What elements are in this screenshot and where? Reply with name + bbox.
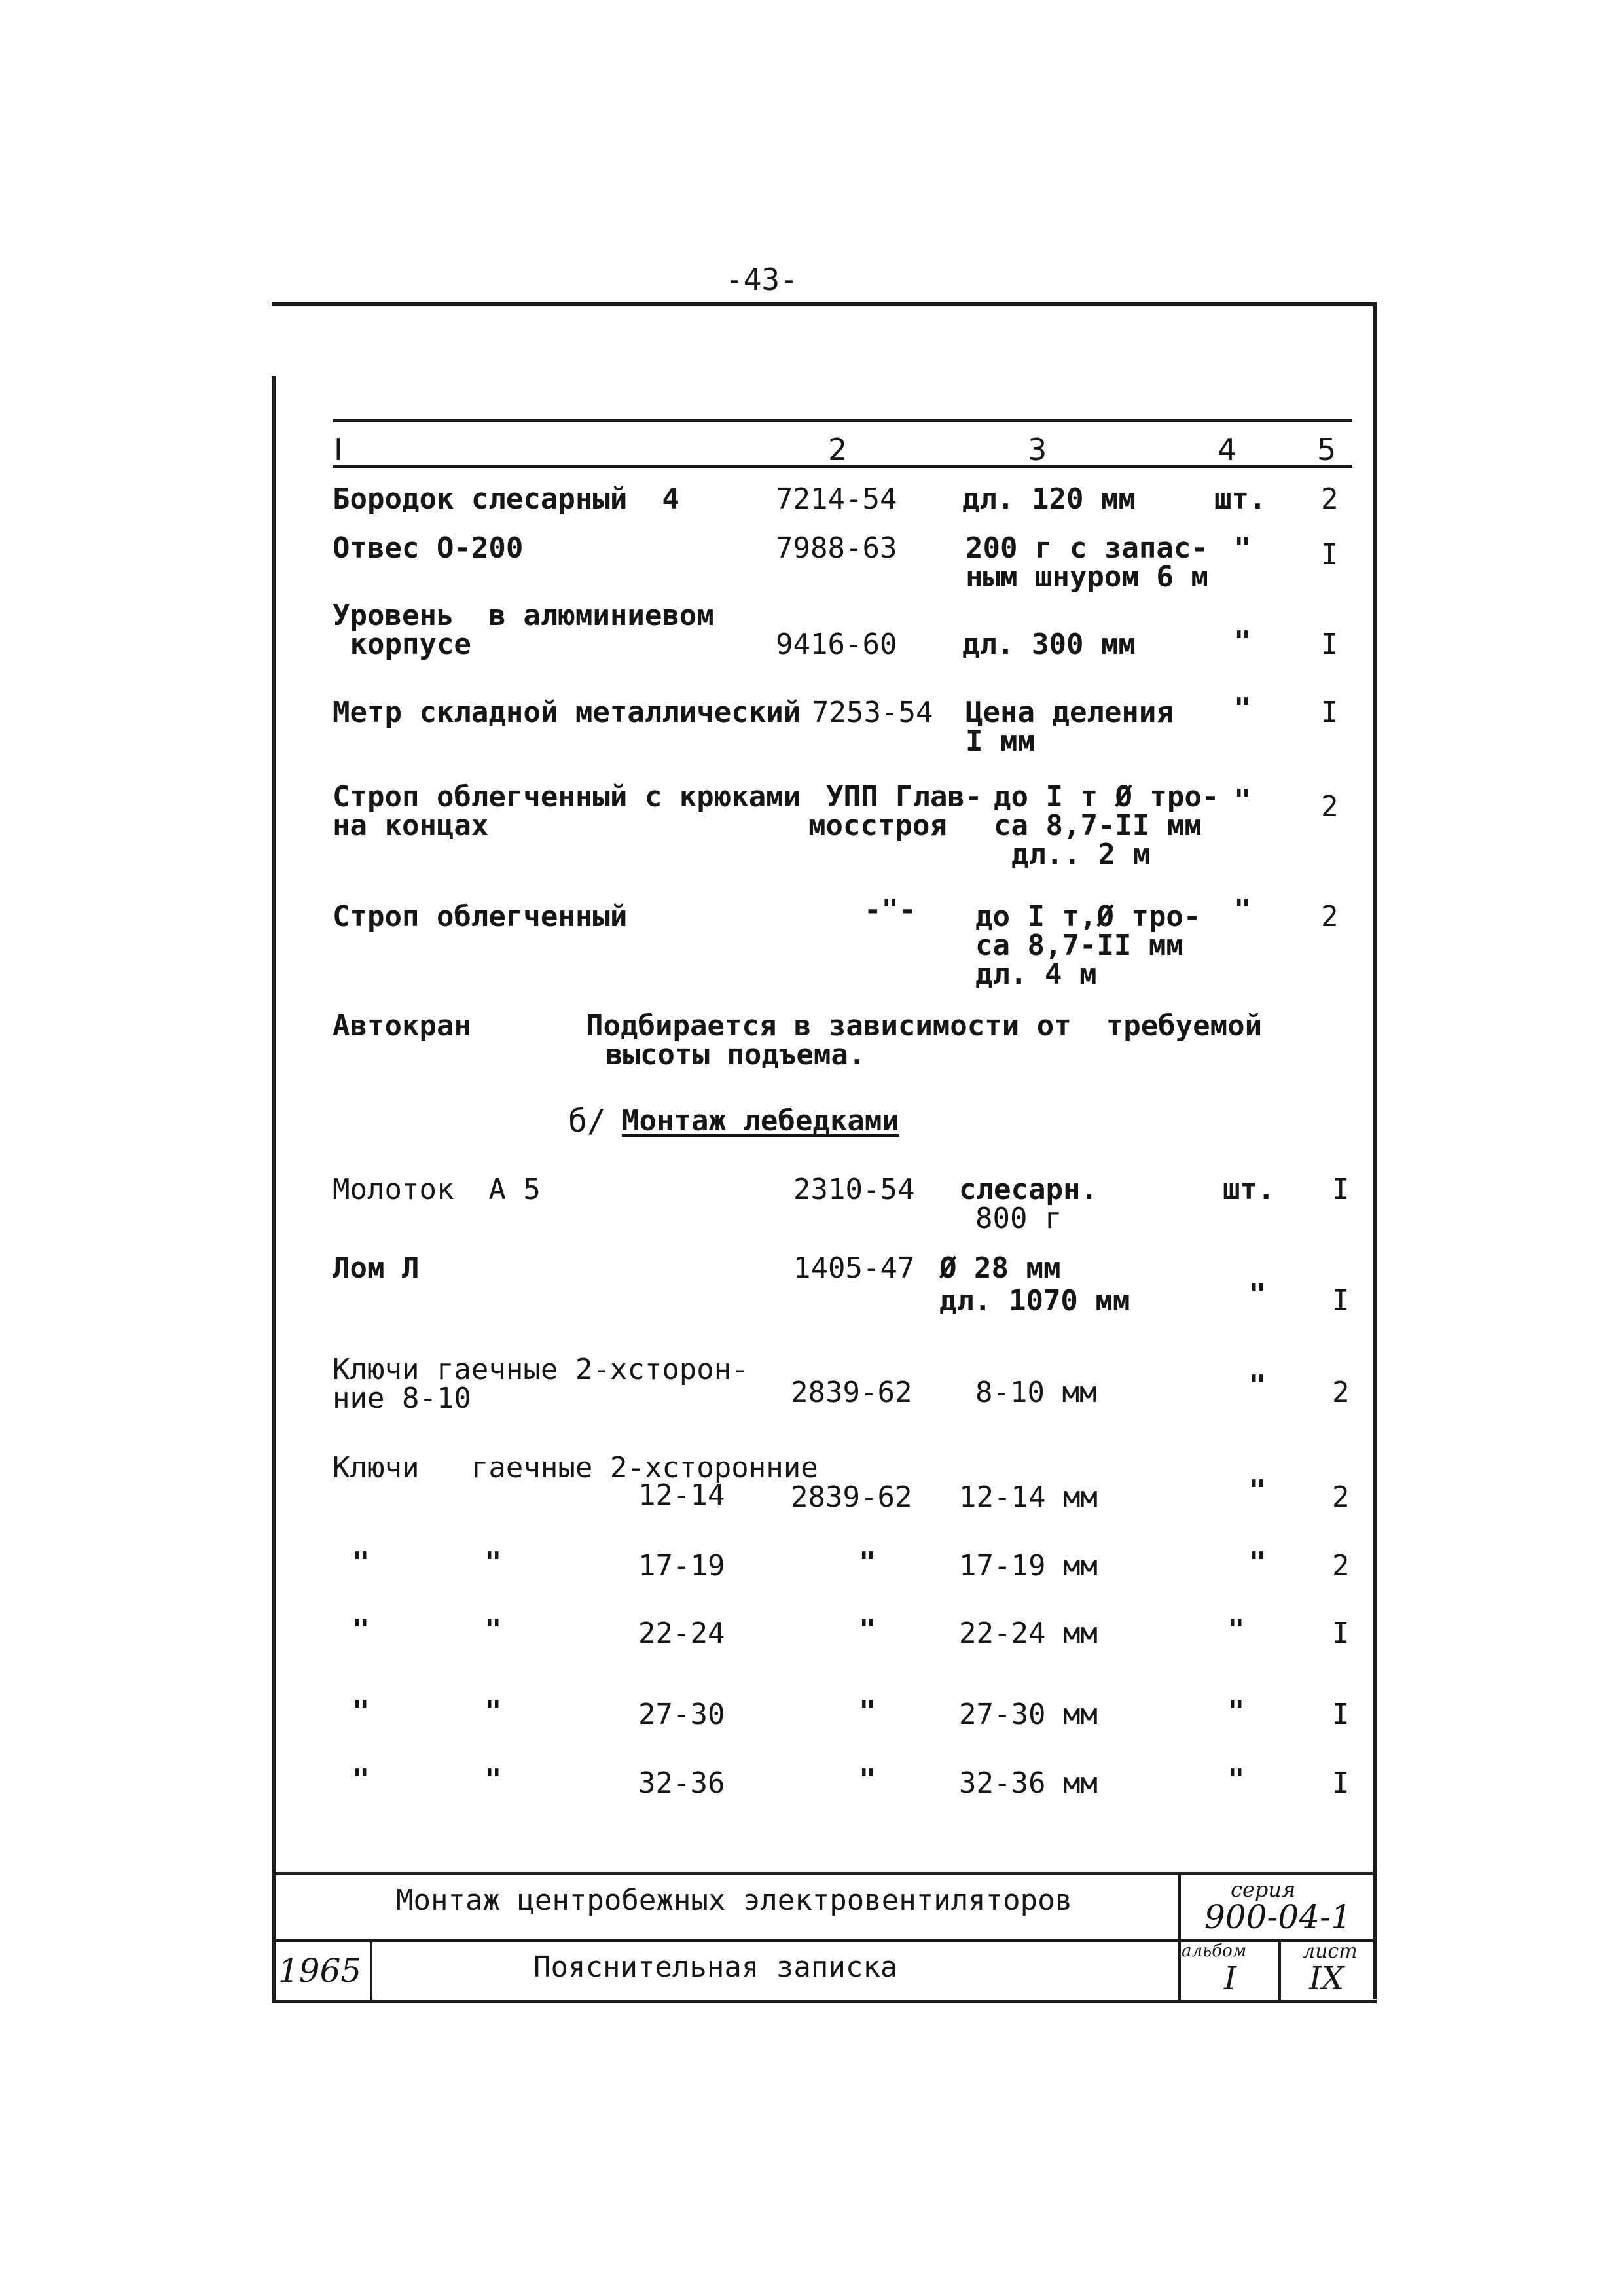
section-title: Монтаж лебедками bbox=[622, 1104, 899, 1138]
row-5-desc-line2: са 8,7-II мм bbox=[994, 809, 1202, 842]
row-2-desc-line1: 200 г с запас- bbox=[965, 531, 1208, 565]
page-number: -43- bbox=[725, 262, 798, 297]
row-b6-ditto-1: " bbox=[352, 1613, 370, 1647]
row-1-qty: 2 bbox=[1321, 482, 1339, 516]
row-1-name: Бородок слесарный 4 bbox=[333, 482, 679, 516]
row-1-gost: 7214-54 bbox=[776, 482, 897, 516]
row-7-note-line2: высоты подъема. bbox=[605, 1038, 866, 1071]
row-b8-size: 32-36 bbox=[638, 1767, 725, 1800]
sheet-value: IX bbox=[1309, 1960, 1344, 1997]
column-header-4: 4 bbox=[1218, 432, 1237, 467]
row-6-name: Строп облегченный bbox=[333, 900, 628, 933]
row-b6-gost: " bbox=[859, 1613, 876, 1647]
row-3-gost: 9416-60 bbox=[776, 628, 897, 661]
row-b6-ditto-2: " bbox=[484, 1613, 502, 1647]
row-b6-qty: I bbox=[1332, 1617, 1350, 1650]
row-b7-unit: " bbox=[1227, 1695, 1245, 1728]
column-header-2: 2 bbox=[828, 432, 848, 467]
series-label: серия bbox=[1231, 1877, 1296, 1902]
row-3-qty: I bbox=[1321, 628, 1339, 661]
title-block-divider-sheet bbox=[1278, 1939, 1281, 2003]
row-4-desc-line1: Цена деления bbox=[965, 696, 1174, 729]
row-b8-qty: I bbox=[1332, 1767, 1350, 1800]
row-4-name: Метр складной металлический bbox=[333, 696, 801, 729]
title-block-bottom-edge bbox=[272, 2000, 1377, 2003]
row-7-name: Автокран bbox=[333, 1009, 471, 1043]
row-b6-size: 22-24 bbox=[638, 1617, 725, 1650]
title-block-title: Монтаж центробежных электровентиляторов bbox=[396, 1884, 1073, 1917]
title-block-subtitle: Пояснительная записка bbox=[533, 1950, 898, 1984]
row-b7-ditto-1: " bbox=[352, 1695, 370, 1728]
row-b3-qty: 2 bbox=[1332, 1376, 1350, 1409]
row-b5-desc: 17-19 мм bbox=[959, 1549, 1098, 1583]
row-5-desc-line1: до I т Ø тро- bbox=[994, 780, 1219, 814]
title-block-divider-series bbox=[1178, 1872, 1181, 2003]
row-b4-name-line1: Ключи гаечные 2-хсторонние bbox=[333, 1451, 818, 1484]
row-b1-name: Молоток А 5 bbox=[333, 1173, 541, 1206]
row-6-gost: -"- bbox=[864, 893, 916, 927]
row-b4-gost: 2839-62 bbox=[791, 1480, 912, 1514]
row-5-gost-line2: мосстроя bbox=[808, 809, 947, 842]
row-b3-gost: 2839-62 bbox=[791, 1376, 912, 1409]
row-b5-ditto-1: " bbox=[352, 1546, 370, 1579]
row-b7-ditto-2: " bbox=[484, 1695, 502, 1728]
album-label: альбом bbox=[1182, 1941, 1247, 1961]
column-header-1: I bbox=[334, 432, 343, 467]
row-5-gost-line1: УПП Глав- bbox=[826, 780, 983, 814]
row-5-name-line1: Строп облегченный с крюками bbox=[333, 780, 801, 814]
row-6-desc-line3: дл. 4 м bbox=[975, 958, 1097, 991]
row-2-name: Отвес О-200 bbox=[333, 531, 524, 565]
row-b6-desc: 22-24 мм bbox=[959, 1617, 1098, 1650]
row-5-name-line2: на концах bbox=[333, 809, 489, 842]
row-b4-unit: " bbox=[1249, 1474, 1267, 1507]
row-5-unit: " bbox=[1234, 783, 1252, 817]
album-value: I bbox=[1224, 1960, 1236, 1997]
row-b3-name-line2: ние 8-10 bbox=[333, 1382, 471, 1415]
row-b2-name: Лом Л bbox=[333, 1251, 420, 1285]
page-frame-left-edge bbox=[272, 376, 276, 2000]
row-4-gost: 7253-54 bbox=[812, 696, 933, 729]
section-prefix: б/ bbox=[568, 1103, 606, 1139]
title-block-divider-year bbox=[370, 1939, 372, 2003]
title-block-year: 1965 bbox=[278, 1952, 362, 1990]
row-b2-desc-line2: дл. 1070 мм bbox=[939, 1284, 1130, 1318]
row-b1-gost: 2310-54 bbox=[793, 1173, 915, 1206]
row-4-desc-line2: I мм bbox=[965, 725, 1035, 758]
row-2-gost: 7988-63 bbox=[776, 531, 897, 565]
row-b1-desc-line2: 800 г bbox=[975, 1202, 1062, 1235]
column-header-3: 3 bbox=[1028, 432, 1047, 467]
row-b5-gost: " bbox=[859, 1546, 876, 1579]
row-b1-unit: шт. bbox=[1223, 1173, 1275, 1206]
row-2-desc-line2: ным шнуром 6 м bbox=[965, 560, 1208, 594]
row-6-desc-line1: до I т,Ø тро- bbox=[975, 900, 1201, 933]
row-1-desc: дл. 120 мм bbox=[962, 482, 1136, 516]
row-b8-ditto-1: " bbox=[352, 1763, 370, 1797]
row-b4-desc: 12-14 мм bbox=[959, 1480, 1098, 1514]
row-5-qty: 2 bbox=[1321, 790, 1339, 823]
row-3-name-line2: корпусе bbox=[333, 628, 471, 661]
row-b1-qty: I bbox=[1332, 1173, 1350, 1206]
row-b7-size: 27-30 bbox=[638, 1698, 725, 1731]
row-b7-qty: I bbox=[1332, 1698, 1350, 1731]
row-6-desc-line2: са 8,7-II мм bbox=[975, 929, 1183, 962]
row-b5-unit: " bbox=[1249, 1546, 1267, 1579]
row-b8-desc: 32-36 мм bbox=[959, 1767, 1098, 1800]
row-b2-unit: " bbox=[1249, 1278, 1267, 1311]
row-b3-unit: " bbox=[1249, 1369, 1267, 1403]
column-header-5: 5 bbox=[1317, 432, 1337, 467]
row-b2-gost: 1405-47 bbox=[793, 1251, 915, 1285]
row-b3-desc: 8-10 мм bbox=[975, 1376, 1097, 1409]
row-b8-ditto-2: " bbox=[484, 1763, 502, 1797]
row-1-unit: шт. bbox=[1214, 482, 1267, 516]
row-b5-size: 17-19 bbox=[638, 1549, 725, 1583]
row-b8-unit: " bbox=[1227, 1763, 1245, 1797]
row-3-name-line1: Уровень в алюминиевом bbox=[333, 599, 714, 632]
row-b3-name-line1: Ключи гаечные 2-хсторон- bbox=[333, 1353, 749, 1386]
row-7-note-line1: Подбирается в зависимости от требуемой bbox=[586, 1009, 1263, 1043]
row-b7-gost: " bbox=[859, 1695, 876, 1728]
row-6-qty: 2 bbox=[1321, 900, 1339, 933]
row-b6-unit: " bbox=[1227, 1613, 1245, 1647]
row-b2-desc-line1: Ø 28 мм bbox=[939, 1251, 1061, 1285]
row-b8-gost: " bbox=[859, 1763, 876, 1797]
row-b5-qty: 2 bbox=[1332, 1549, 1350, 1583]
row-b2-qty: I bbox=[1332, 1284, 1350, 1318]
row-b5-ditto-2: " bbox=[484, 1546, 502, 1579]
row-4-qty: I bbox=[1321, 696, 1339, 729]
row-b4-qty: 2 bbox=[1332, 1480, 1350, 1514]
row-3-unit: " bbox=[1234, 625, 1252, 658]
row-4-unit: " bbox=[1234, 692, 1252, 725]
row-b7-desc: 27-30 мм bbox=[959, 1698, 1098, 1731]
row-3-desc: дл. 300 мм bbox=[962, 628, 1136, 661]
row-2-qty: I bbox=[1321, 538, 1339, 571]
sheet-label: лист bbox=[1303, 1940, 1358, 1963]
row-5-desc-line3: дл.. 2 м bbox=[1011, 838, 1150, 871]
row-6-unit: " bbox=[1234, 893, 1252, 927]
row-b4-name-line2: 12-14 bbox=[638, 1479, 725, 1512]
row-b1-desc-line1: слесарн. bbox=[959, 1173, 1098, 1206]
header-rule-top bbox=[333, 419, 1352, 422]
series-value: 900-04-1 bbox=[1204, 1898, 1352, 1936]
row-2-unit: " bbox=[1234, 531, 1252, 565]
